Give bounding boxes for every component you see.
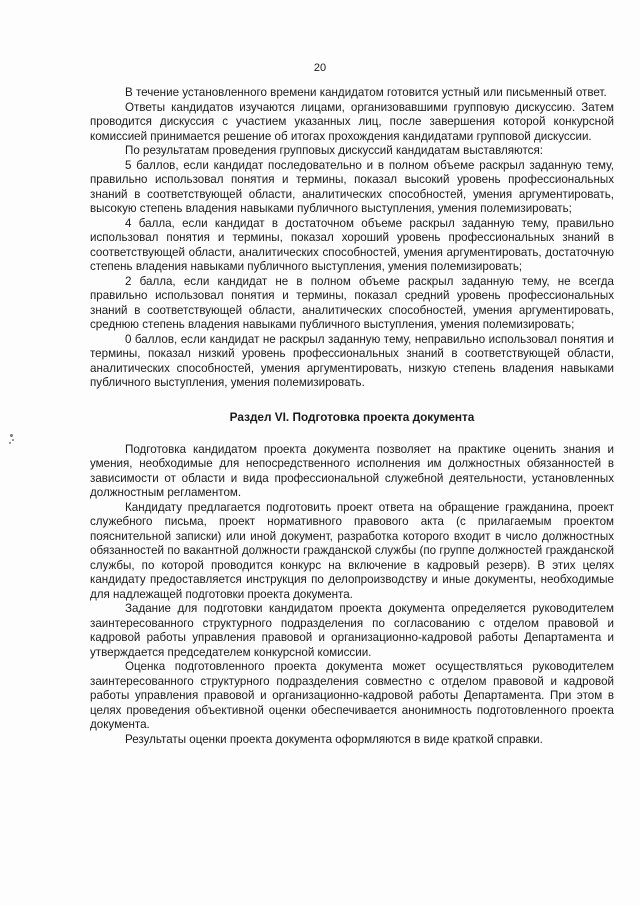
scan-speck xyxy=(12,439,14,441)
paragraph: Ответы кандидатов изучаются лицами, организовавшими групповую дискуссию. Затем проводится дискуссия с участием указанных лиц, после завершения которой конкурсной комиссией принимается решение об итогах прохождения кандидатами групповой дискуссии. xyxy=(90,100,614,143)
paragraph-score-5: 5 баллов, если кандидат последовательно и в полном объеме раскрыл заданную тему, правильно использовал понятия и термины, показал высокий уровень профессиональных знаний в соответствующей области, аналитических способностей, умения аргументировать, высокую степень владения навыками публичного выступления, умения полемизировать; xyxy=(90,158,614,215)
section-title: Раздел VI. Подготовка проекта документа xyxy=(229,409,475,424)
page-number: 20 xyxy=(313,62,327,74)
paragraph: Задание для подготовки кандидатом проекта документа определяется руководителем заинтересованного структурного подразделения по согласованию с отделом правовой и кадровой работы управления правовой и организационно-кадровой работы Департамента и утверждается председателем конкурсной комиссии. xyxy=(90,602,614,659)
paragraph: Оценка подготовленного проекта документа может осуществляться руководителем заинтересованного структурного подразделения совместно с отделом правовой и кадровой работы управления правовой и организационно-кадровой работы Департамента. При этом в целях проведения объективной оценки обеспечивается анонимность подготовленного проекта документа. xyxy=(90,660,614,731)
paragraph: По результатам проведения групповых дискуссий кандидатам выставляются: xyxy=(125,144,543,157)
paragraph: Кандидату предлагается подготовить проект ответа на обращение гражданина, проект служебного письма, проект нормативного правового акта (с прилагаемым проектом пояснительной записки) или иной документ, разработка которого входит в число должностных обязанностей по вакантной должности гражданской службы (по группе должностей гражданской службы, по которой проводится конкурс на включение в кадровый резерв). В этих целях кандидату предоставляется инструкция по делопроизводству и иные документы, необходимые для надлежащей подготовки проекта документа. xyxy=(90,500,614,601)
paragraph: Результаты оценки проекта документа оформляются в виде краткой справки. xyxy=(125,732,543,746)
document-body xyxy=(90,86,614,747)
scan-speck xyxy=(9,442,11,444)
scan-speck xyxy=(10,434,13,437)
paragraph-score-0: 0 баллов, если кандидат не раскрыл заданную тему, неправильно использовал понятия и термины, показал низкий уровень профессиональных знаний в соответствующей области, аналитических способностей, умения аргументировать, низкую степень владения навыками публичного выступления, умения полемизировать. xyxy=(90,332,614,389)
paragraph: Подготовка кандидатом проекта документа позволяет на практике оценить знания и умения, необходимые для непосредственного исполнения им должностных обязанностей в зависимости от области и вида профессиональной служебной деятельности, установленных должностным регламентом. xyxy=(90,442,614,499)
paragraph: В течение установленного времени кандидатом готовится устный или письменный ответ. xyxy=(125,86,607,99)
paragraph-score-4: 4 балла, если кандидат в достаточном объеме раскрыл заданную тему, правильно использовал понятия и термины, показал хороший уровень профессиональных знаний в соответствующей области, аналитических способностей, умения аргументировать, достаточную степень владения навыками публичного выступления, умения полемизировать; xyxy=(90,216,614,273)
paragraph-score-2: 2 балла, если кандидат не в полном объеме раскрыл заданную тему, не всегда правильно использовал понятия и термины, показал средний уровень профессиональных знаний в соответствующей области, аналитических способностей, умения аргументировать, среднюю степень владения навыками публичного выступления, умения полемизировать; xyxy=(90,274,614,331)
